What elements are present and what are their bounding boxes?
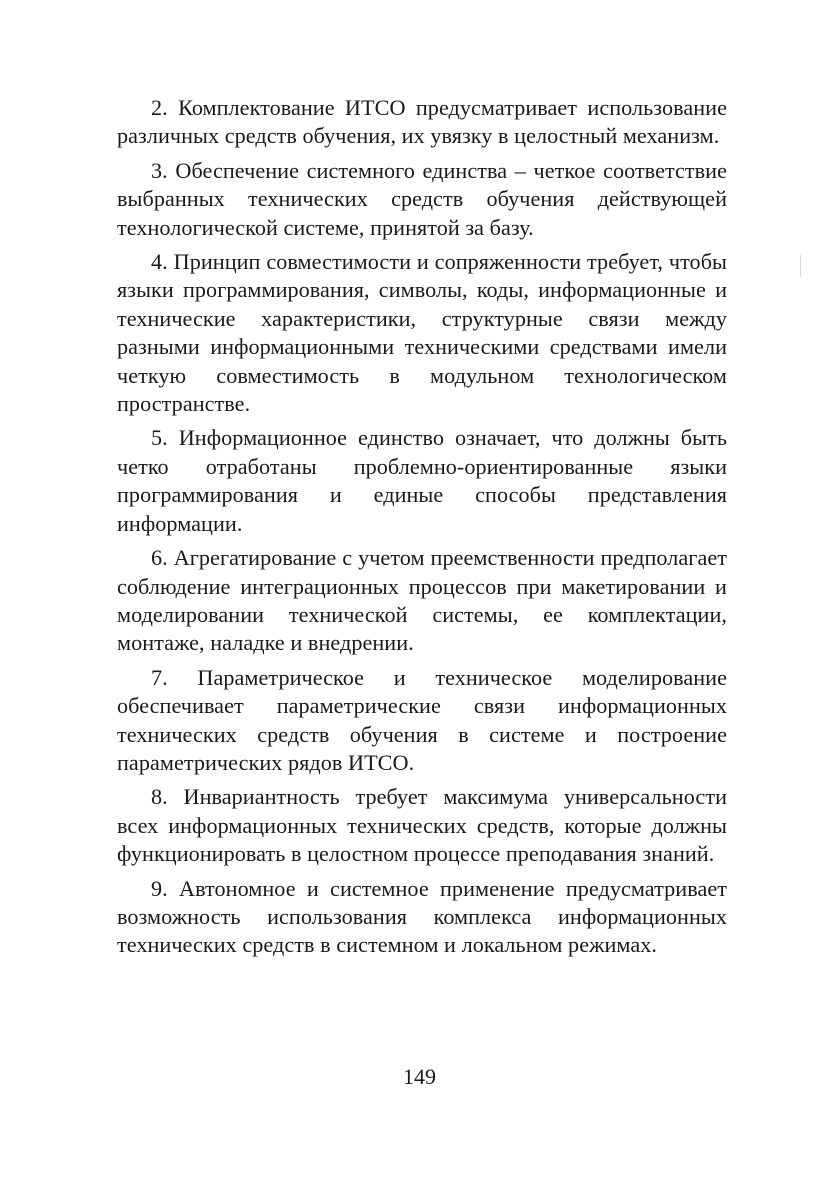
paragraph-item-5: 5. Информационное единство означает, что должны быть четко отработаны проблемно-ориентированные языки программирования и единые способы представления информации.: [117, 425, 727, 536]
paragraph-item-7: 7. Параметрическое и техническое моделирование обеспечивает параметрические связи информационных технических средств обучения в системе и построение параметрических рядов ИТСО.: [117, 664, 727, 775]
paragraph-item-4: 4. Принцип совместимости и сопряженности требует, чтобы языки программирования, символы, коды, информационные и технические характеристики, структурные связи между разными информационными техническими средствами имели четкую совместимость в модульном технологическом пространстве.: [117, 249, 727, 417]
body-text: [117, 94, 727, 966]
page-number: 149: [403, 1064, 436, 1089]
paragraph-item-2: 2. Комплектование ИТСО предусматривает использование различных средств обучения, их увязку в целостный механизм.: [117, 95, 727, 149]
paragraph-item-3: 3. Обеспечение системного единства – четкое соответствие выбранных технических средств обучения действующей технологической системе, принятой за базу.: [117, 157, 727, 240]
paragraph-item-8: 8. Инвариантность требует максимума универсальности всех информационных технических средств, которые должны функционировать в целостном процессе преподавания знаний.: [117, 784, 727, 867]
margin-mark: [800, 255, 801, 277]
paragraph-item-9: 9. Автономное и системное применение предусматривает возможность использования комплекса информационных технических средств в системном и локальном режимах.: [117, 875, 727, 958]
paragraph-item-6: 6. Агрегатирование с учетом преемственности предполагает соблюдение интеграционных процессов при макетировании и моделировании технической системы, ее комплектации, монтаже, наладке и внедрении.: [117, 545, 727, 656]
